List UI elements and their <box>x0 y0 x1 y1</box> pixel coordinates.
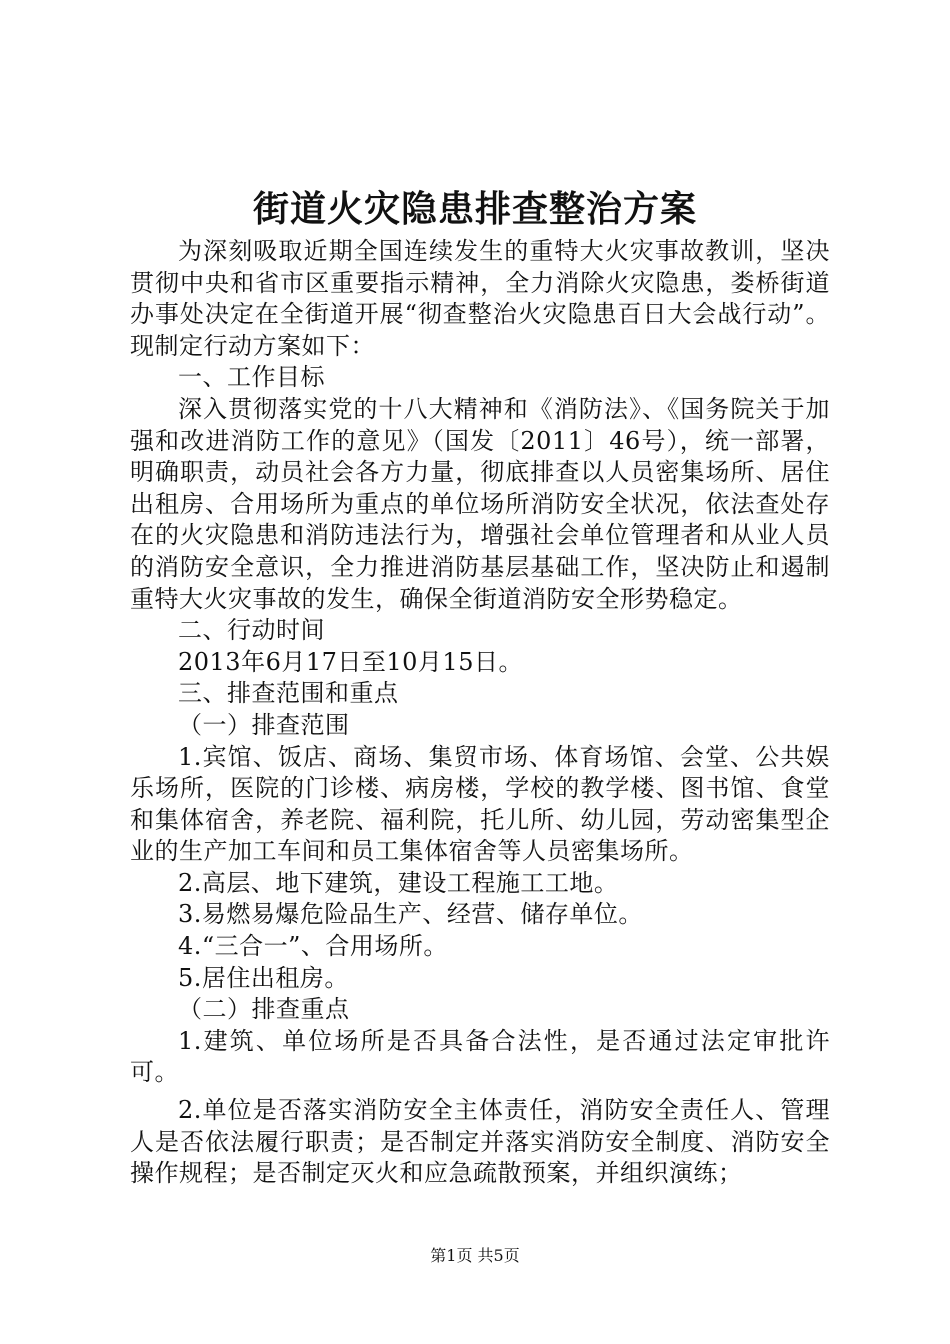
list-item-scope-4: 4.“三合一”、合用场所。 <box>178 932 448 961</box>
document-title: 街道火灾隐患排查整治方案 <box>252 188 697 230</box>
subheading-focus: （二）排查重点 <box>178 995 350 1024</box>
subheading-scope: （一）排查范围 <box>178 710 350 739</box>
heading-action-time: 二、行动时间 <box>178 616 325 645</box>
list-item-scope-3: 3.易燃易爆危险品生产、经营、储存单位。 <box>178 900 643 929</box>
page-footer: 第1页 共5页 <box>430 1246 520 1265</box>
paragraph-work-goal: 深入贯彻落实党的十八大精神和《消防法》、《国务院关于加强和改进消防工作的意见》（国发〔2011〕46号），统一部署，明确职责，动员社会各方力量，彻底排查以人员密集场所、居住出租房、合用场所为重点的单位场所消防安全状况，依法查处存在的火灾隐患和消防违法行为，增强社会单位管理者和从业人员的消防安全意识，全力推进消防基层基础工作，坚决防止和遏制重特大火灾事故的发生，确保全街道消防安全形势稳定。 <box>130 394 830 613</box>
heading-scope-and-focus: 三、排查范围和重点 <box>178 679 399 708</box>
document-body <box>130 236 830 1190</box>
list-item-scope-5: 5.居住出租房。 <box>178 963 349 992</box>
paragraph-action-time: 2013年6月17日至10月15日。 <box>178 647 523 676</box>
list-item-focus-2: 2.单位是否落实消防安全主体责任，消防安全责任人、管理人是否依法履行职责；是否制定并落实消防安全制度、消防安全操作规程；是否制定灭火和应急疏散预案，并组织演练； <box>130 1096 830 1188</box>
list-item-focus-1: 1.建筑、单位场所是否具备合法性，是否通过法定审批许可。 <box>130 1026 830 1087</box>
list-item-scope-2: 2.高层、地下建筑，建设工程施工工地。 <box>178 868 619 897</box>
heading-work-goal: 一、工作目标 <box>178 363 325 392</box>
list-item-scope-1: 1.宾馆、饭店、商场、集贸市场、体育场馆、会堂、公共娱乐场所，医院的门诊楼、病房楼，学校的教学楼、图书馆、食堂和集体宿舍，养老院、福利院，托儿所、幼儿园，劳动密集型企业的生产加工车间和员工集体宿舍等人员密集场所。 <box>130 742 830 866</box>
paragraph-intro: 为深刻吸取近期全国连续发生的重特大火灾事故教训，坚决贯彻中央和省市区重要指示精神，全力消除火灾隐患，娄桥街道办事处决定在全街道开展“彻查整治火灾隐患百日大会战行动”。现制定行动方案如下： <box>130 237 830 360</box>
